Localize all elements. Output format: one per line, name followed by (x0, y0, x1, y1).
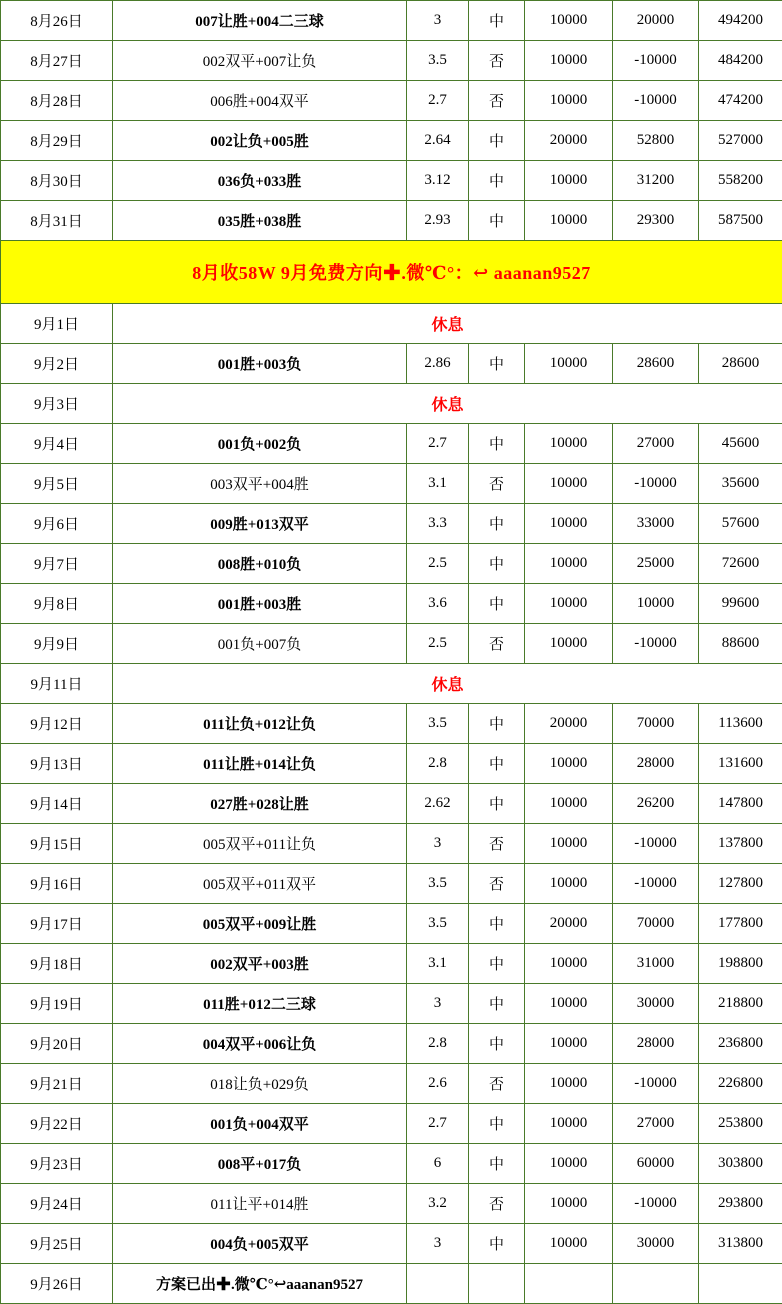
cell-stake: 10000 (525, 424, 613, 464)
cell-total: 226800 (699, 1064, 782, 1104)
promo-banner-text: 8月收58W 9月免费方向✚.微℃°：↩ aaanan9527 (1, 241, 782, 304)
cell-hit: 中 (469, 744, 525, 784)
table-row (1, 464, 782, 504)
table-row (1, 1144, 782, 1184)
cell-date: 9月17日 (1, 904, 113, 944)
cell-pick: 002双平+007让负 (113, 41, 407, 81)
cell-stake: 10000 (525, 464, 613, 504)
cell-empty (613, 1264, 699, 1304)
table-row (1, 121, 782, 161)
cell-pick: 008平+017负 (113, 1144, 407, 1184)
cell-hit: 中 (469, 121, 525, 161)
cell-total: 113600 (699, 704, 782, 744)
cell-odds: 3.2 (407, 1184, 469, 1224)
cell-date: 9月6日 (1, 504, 113, 544)
cell-odds: 2.93 (407, 201, 469, 241)
cell-stake: 20000 (525, 904, 613, 944)
cell-pick: 001负+007负 (113, 624, 407, 664)
table-row (1, 944, 782, 984)
table-row (1, 1, 782, 41)
cell-pick: 007让胜+004二三球 (113, 1, 407, 41)
cell-stake: 10000 (525, 1184, 613, 1224)
cell-total: 236800 (699, 1024, 782, 1064)
table-row (1, 744, 782, 784)
cell-stake: 20000 (525, 121, 613, 161)
cell-stake: 10000 (525, 1144, 613, 1184)
cell-total: 558200 (699, 161, 782, 201)
table-row (1, 1264, 782, 1304)
cell-date: 8月28日 (1, 81, 113, 121)
cell-odds: 2.6 (407, 1064, 469, 1104)
cell-date: 8月31日 (1, 201, 113, 241)
cell-empty (525, 1264, 613, 1304)
cell-profit: -10000 (613, 1064, 699, 1104)
cell-profit: -10000 (613, 824, 699, 864)
cell-date: 9月7日 (1, 544, 113, 584)
cell-stake: 10000 (525, 41, 613, 81)
cell-hit: 中 (469, 201, 525, 241)
cell-rest-label: 休息 (113, 664, 782, 704)
table-row (1, 344, 782, 384)
cell-pick: 001胜+003胜 (113, 584, 407, 624)
cell-profit: 10000 (613, 584, 699, 624)
cell-odds: 2.8 (407, 1024, 469, 1064)
cell-stake: 10000 (525, 161, 613, 201)
cell-total: 303800 (699, 1144, 782, 1184)
cell-total: 72600 (699, 544, 782, 584)
cell-date: 9月24日 (1, 1184, 113, 1224)
cell-total: 28600 (699, 344, 782, 384)
cell-hit: 中 (469, 984, 525, 1024)
cell-stake: 20000 (525, 704, 613, 744)
table-row (1, 504, 782, 544)
cell-profit: 26200 (613, 784, 699, 824)
table-row (1, 1064, 782, 1104)
cell-stake: 10000 (525, 624, 613, 664)
promo-banner-row (1, 241, 782, 304)
cell-profit: 31200 (613, 161, 699, 201)
cell-odds: 2.8 (407, 744, 469, 784)
cell-profit: -10000 (613, 864, 699, 904)
cell-date: 9月3日 (1, 384, 113, 424)
cell-pick: 006胜+004双平 (113, 81, 407, 121)
cell-profit: 28600 (613, 344, 699, 384)
cell-stake: 10000 (525, 1, 613, 41)
table-row (1, 904, 782, 944)
cell-total: 253800 (699, 1104, 782, 1144)
cell-date: 9月12日 (1, 704, 113, 744)
cell-stake: 10000 (525, 864, 613, 904)
cell-date: 9月18日 (1, 944, 113, 984)
cell-stake: 10000 (525, 201, 613, 241)
cell-pick: 011让负+012让负 (113, 704, 407, 744)
cell-profit: 25000 (613, 544, 699, 584)
cell-rest-label: 休息 (113, 384, 782, 424)
cell-odds: 3.5 (407, 904, 469, 944)
cell-total: 131600 (699, 744, 782, 784)
cell-odds: 3.6 (407, 584, 469, 624)
cell-odds: 3.1 (407, 944, 469, 984)
cell-pick: 003双平+004胜 (113, 464, 407, 504)
cell-pick: 004双平+006让负 (113, 1024, 407, 1064)
table-row (1, 784, 782, 824)
cell-profit: 30000 (613, 1224, 699, 1264)
cell-profit: 70000 (613, 904, 699, 944)
cell-date: 9月5日 (1, 464, 113, 504)
cell-hit: 中 (469, 424, 525, 464)
cell-rest-label: 休息 (113, 304, 782, 344)
cell-odds: 2.5 (407, 544, 469, 584)
table-row (1, 1224, 782, 1264)
cell-total: 494200 (699, 1, 782, 41)
cell-pick: 018让负+029负 (113, 1064, 407, 1104)
table-row (1, 41, 782, 81)
cell-date: 9月23日 (1, 1144, 113, 1184)
cell-pick: 009胜+013双平 (113, 504, 407, 544)
cell-stake: 10000 (525, 504, 613, 544)
cell-odds: 2.7 (407, 81, 469, 121)
cell-odds: 6 (407, 1144, 469, 1184)
cell-total: 137800 (699, 824, 782, 864)
cell-hit: 中 (469, 1, 525, 41)
cell-date: 8月27日 (1, 41, 113, 81)
cell-pick: 027胜+028让胜 (113, 784, 407, 824)
cell-total: 484200 (699, 41, 782, 81)
cell-profit: 60000 (613, 1144, 699, 1184)
cell-total: 293800 (699, 1184, 782, 1224)
cell-odds: 3.5 (407, 704, 469, 744)
cell-empty (407, 1264, 469, 1304)
cell-pick: 001负+004双平 (113, 1104, 407, 1144)
cell-total: 313800 (699, 1224, 782, 1264)
cell-total: 147800 (699, 784, 782, 824)
table-row (1, 1184, 782, 1224)
table-row (1, 201, 782, 241)
cell-pick: 002让负+005胜 (113, 121, 407, 161)
cell-pick: 035胜+038胜 (113, 201, 407, 241)
cell-stake: 10000 (525, 1224, 613, 1264)
cell-date: 9月13日 (1, 744, 113, 784)
cell-profit: 29300 (613, 201, 699, 241)
table-row (1, 1024, 782, 1064)
cell-profit: 30000 (613, 984, 699, 1024)
cell-date: 8月29日 (1, 121, 113, 161)
table-row (1, 864, 782, 904)
cell-date: 9月9日 (1, 624, 113, 664)
cell-hit: 否 (469, 81, 525, 121)
cell-hit: 中 (469, 504, 525, 544)
cell-stake: 10000 (525, 344, 613, 384)
cell-date: 8月30日 (1, 161, 113, 201)
cell-date: 9月15日 (1, 824, 113, 864)
cell-date: 9月4日 (1, 424, 113, 464)
cell-total: 198800 (699, 944, 782, 984)
cell-date: 9月19日 (1, 984, 113, 1024)
cell-profit: 33000 (613, 504, 699, 544)
cell-pick: 011让胜+014让负 (113, 744, 407, 784)
cell-stake: 10000 (525, 81, 613, 121)
cell-date: 9月1日 (1, 304, 113, 344)
cell-total: 218800 (699, 984, 782, 1024)
cell-odds: 2.7 (407, 424, 469, 464)
table-row (1, 81, 782, 121)
cell-hit: 中 (469, 1224, 525, 1264)
cell-date: 9月26日 (1, 1264, 113, 1304)
cell-date: 9月2日 (1, 344, 113, 384)
cell-odds: 3 (407, 1, 469, 41)
cell-odds: 2.86 (407, 344, 469, 384)
cell-hit: 中 (469, 544, 525, 584)
cell-date: 9月16日 (1, 864, 113, 904)
cell-pick: 005双平+011让负 (113, 824, 407, 864)
cell-date: 9月21日 (1, 1064, 113, 1104)
table-row (1, 824, 782, 864)
cell-odds: 2.64 (407, 121, 469, 161)
cell-stake: 10000 (525, 824, 613, 864)
cell-pick: 008胜+010负 (113, 544, 407, 584)
cell-empty (699, 1264, 782, 1304)
cell-total: 527000 (699, 121, 782, 161)
cell-hit: 中 (469, 1104, 525, 1144)
cell-hit: 否 (469, 824, 525, 864)
cell-hit: 中 (469, 784, 525, 824)
cell-date: 9月8日 (1, 584, 113, 624)
table-row (1, 424, 782, 464)
cell-stake: 10000 (525, 744, 613, 784)
cell-odds: 3 (407, 824, 469, 864)
table-row (1, 664, 782, 704)
table-row (1, 384, 782, 424)
cell-total: 99600 (699, 584, 782, 624)
cell-stake: 10000 (525, 1104, 613, 1144)
cell-hit: 中 (469, 704, 525, 744)
cell-hit: 中 (469, 1024, 525, 1064)
cell-pick: 001胜+003负 (113, 344, 407, 384)
cell-stake: 10000 (525, 544, 613, 584)
cell-pick: 036负+033胜 (113, 161, 407, 201)
cell-stake: 10000 (525, 1024, 613, 1064)
cell-stake: 10000 (525, 984, 613, 1024)
cell-hit: 中 (469, 161, 525, 201)
cell-hit: 中 (469, 944, 525, 984)
cell-date: 9月20日 (1, 1024, 113, 1064)
cell-total: 57600 (699, 504, 782, 544)
cell-profit: -10000 (613, 624, 699, 664)
cell-odds: 3 (407, 984, 469, 1024)
cell-total: 177800 (699, 904, 782, 944)
table-row (1, 984, 782, 1024)
cell-stake: 10000 (525, 944, 613, 984)
cell-profit: -10000 (613, 1184, 699, 1224)
cell-stake: 10000 (525, 1064, 613, 1104)
cell-odds: 2.62 (407, 784, 469, 824)
cell-pick: 005双平+011双平 (113, 864, 407, 904)
cell-pick: 001负+002负 (113, 424, 407, 464)
cell-profit: 70000 (613, 704, 699, 744)
cell-empty (469, 1264, 525, 1304)
cell-pick: 004负+005双平 (113, 1224, 407, 1264)
cell-odds: 3.12 (407, 161, 469, 201)
cell-hit: 中 (469, 904, 525, 944)
cell-total: 45600 (699, 424, 782, 464)
cell-profit: 28000 (613, 1024, 699, 1064)
cell-hit: 中 (469, 584, 525, 624)
cell-total: 127800 (699, 864, 782, 904)
cell-profit: -10000 (613, 464, 699, 504)
cell-hit: 中 (469, 344, 525, 384)
cell-stake: 10000 (525, 584, 613, 624)
cell-profit: 52800 (613, 121, 699, 161)
cell-stake: 10000 (525, 784, 613, 824)
cell-profit: 31000 (613, 944, 699, 984)
table-row (1, 161, 782, 201)
cell-profit: 20000 (613, 1, 699, 41)
cell-profit: -10000 (613, 81, 699, 121)
table-row (1, 1104, 782, 1144)
cell-pick: 011让平+014胜 (113, 1184, 407, 1224)
cell-odds: 2.5 (407, 624, 469, 664)
table-row (1, 704, 782, 744)
cell-odds: 3.5 (407, 864, 469, 904)
cell-hit: 否 (469, 624, 525, 664)
cell-profit: 27000 (613, 1104, 699, 1144)
cell-profit: -10000 (613, 41, 699, 81)
cell-total: 88600 (699, 624, 782, 664)
cell-odds: 3.5 (407, 41, 469, 81)
cell-hit: 否 (469, 1184, 525, 1224)
cell-odds: 3 (407, 1224, 469, 1264)
cell-pick: 002双平+003胜 (113, 944, 407, 984)
cell-odds: 3.3 (407, 504, 469, 544)
cell-profit: 28000 (613, 744, 699, 784)
table-row (1, 544, 782, 584)
cell-total: 474200 (699, 81, 782, 121)
cell-total: 35600 (699, 464, 782, 504)
cell-profit: 27000 (613, 424, 699, 464)
cell-pick: 005双平+009让胜 (113, 904, 407, 944)
cell-pick: 方案已出✚.微℃°↩aaanan9527 (113, 1264, 407, 1304)
cell-hit: 否 (469, 464, 525, 504)
cell-date: 8月26日 (1, 1, 113, 41)
cell-hit: 否 (469, 1064, 525, 1104)
cell-hit: 中 (469, 1144, 525, 1184)
cell-odds: 3.1 (407, 464, 469, 504)
cell-odds: 2.7 (407, 1104, 469, 1144)
table-row (1, 304, 782, 344)
cell-pick: 011胜+012二三球 (113, 984, 407, 1024)
table-row (1, 624, 782, 664)
cell-date: 9月14日 (1, 784, 113, 824)
cell-hit: 否 (469, 41, 525, 81)
table-row (1, 584, 782, 624)
cell-date: 9月25日 (1, 1224, 113, 1264)
cell-hit: 否 (469, 864, 525, 904)
cell-date: 9月11日 (1, 664, 113, 704)
cell-total: 587500 (699, 201, 782, 241)
cell-date: 9月22日 (1, 1104, 113, 1144)
